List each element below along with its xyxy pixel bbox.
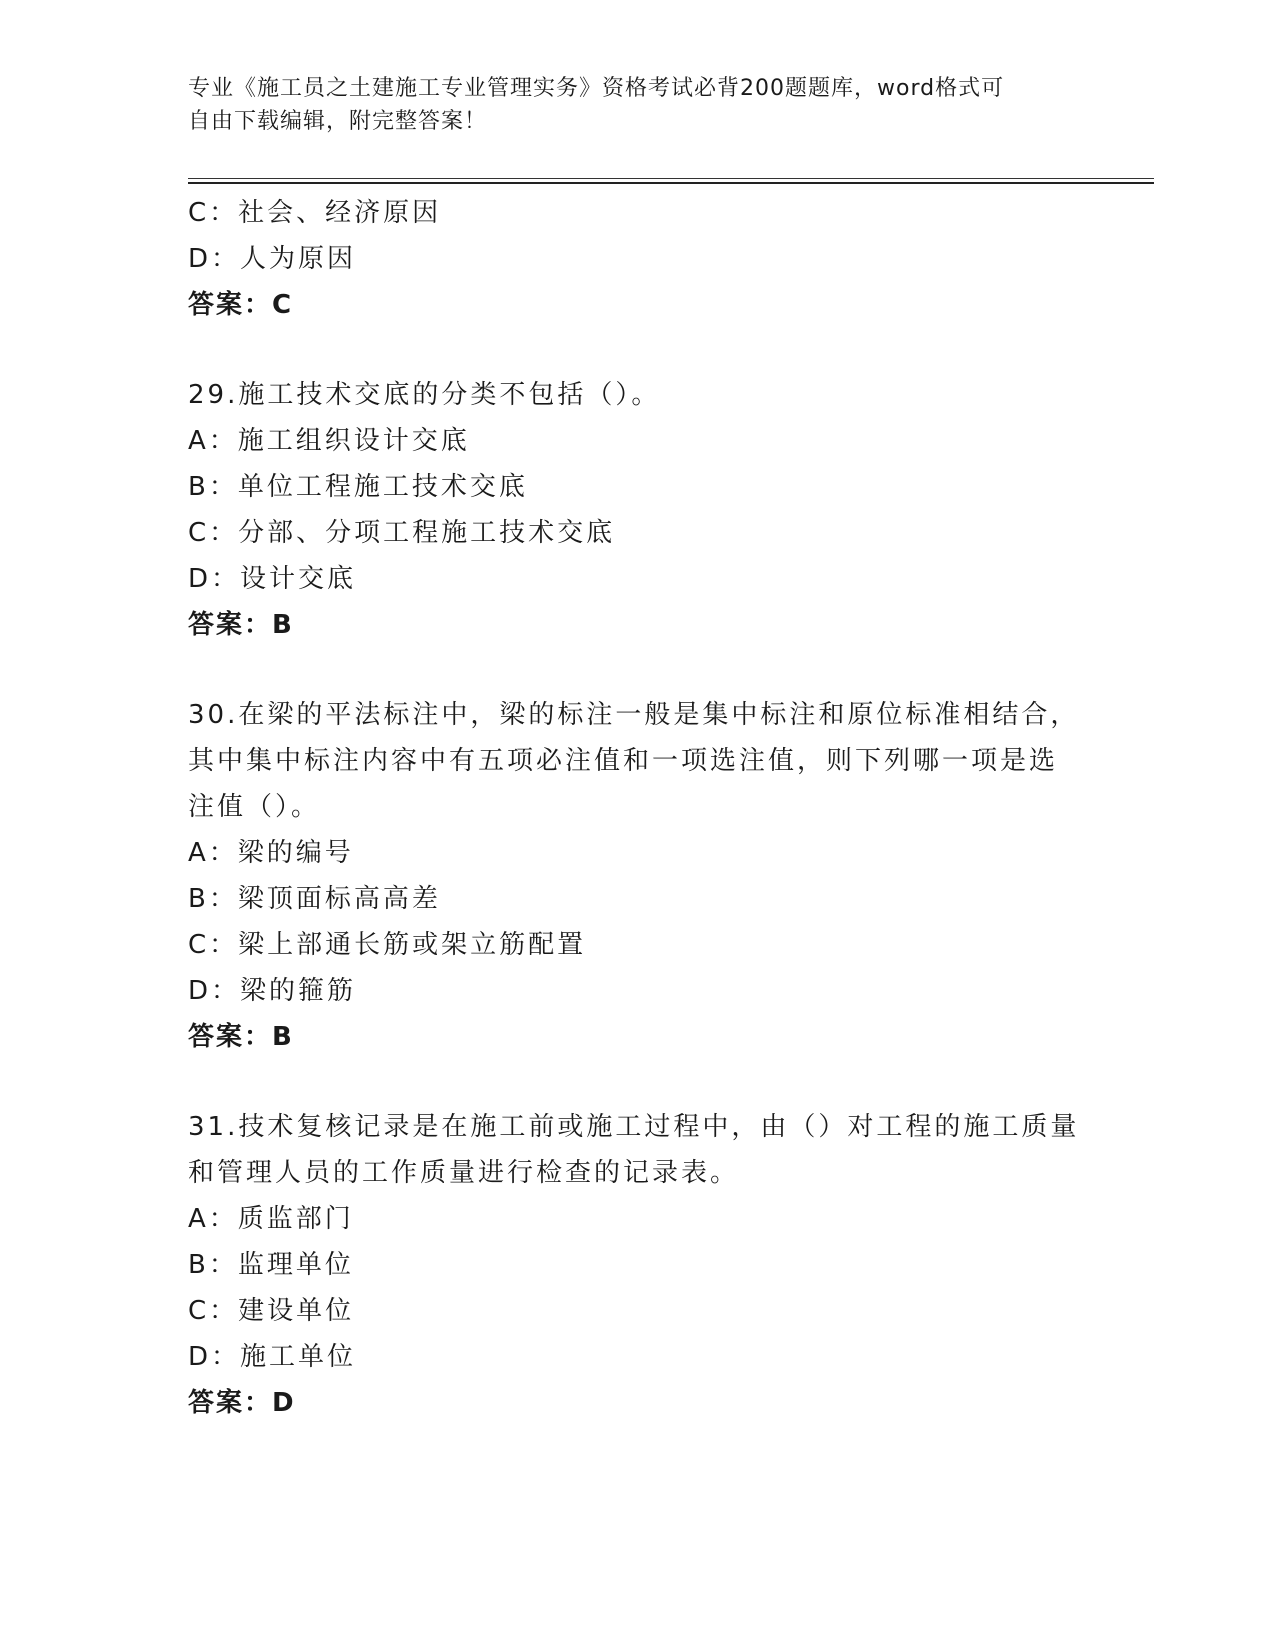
option-a: A：质监部门: [188, 1204, 354, 1234]
header-line-1: 专业《施工员之土建施工专业管理实务》资格考试必背200题题库，word格式可: [188, 76, 1005, 101]
option-d: D：人为原因: [188, 244, 357, 274]
spacer: [188, 648, 1088, 692]
header-divider-thick: [188, 182, 1154, 184]
option-c: C：建设单位: [188, 1296, 355, 1326]
option-c: C：社会、经济原因: [188, 198, 442, 228]
document-header: [188, 72, 1068, 138]
option-b: B：监理单位: [188, 1250, 354, 1280]
question-stem: 30.在梁的平法标注中，梁的标注一般是集中标注和原位标准相结合，: [188, 700, 1080, 730]
answer-line: 答案：B: [188, 610, 294, 640]
option-a: A：施工组织设计交底: [188, 426, 470, 456]
question-31: [188, 1104, 1088, 1426]
question-stem: 和管理人员的工作质量进行检查的记录表。: [188, 1158, 740, 1188]
answer-line: 答案：D: [188, 1388, 296, 1418]
answer-line: 答案：C: [188, 290, 294, 320]
option-b: B：梁顶面标高高差: [188, 884, 441, 914]
spacer: [188, 328, 1088, 372]
question-stem: 31.技术复核记录是在施工前或施工过程中，由（）对工程的施工质量: [188, 1112, 1080, 1142]
question-stem: 29.施工技术交底的分类不包括（）。: [188, 380, 661, 410]
option-a: A：梁的编号: [188, 838, 354, 868]
option-d: D：梁的箍筋: [188, 976, 357, 1006]
option-d: D：施工单位: [188, 1342, 357, 1372]
option-d: D：设计交底: [188, 564, 357, 594]
option-c: C：梁上部通长筋或架立筋配置: [188, 930, 587, 960]
question-stem: 其中集中标注内容中有五项必注值和一项选注值，则下列哪一项是选: [188, 746, 1059, 776]
answer-line: 答案：B: [188, 1022, 294, 1052]
spacer: [188, 1060, 1088, 1104]
question-29: [188, 372, 1088, 648]
option-c: C：分部、分项工程施工技术交底: [188, 518, 616, 548]
header-line-2: 自由下载编辑，附完整答案！: [188, 109, 488, 134]
question-28-partial: [188, 190, 1088, 328]
question-stem: 注值（）。: [188, 792, 321, 822]
question-30: [188, 692, 1088, 1060]
question-list: [188, 190, 1088, 1426]
option-b: B：单位工程施工技术交底: [188, 472, 528, 502]
header-divider-thin: [188, 178, 1154, 179]
